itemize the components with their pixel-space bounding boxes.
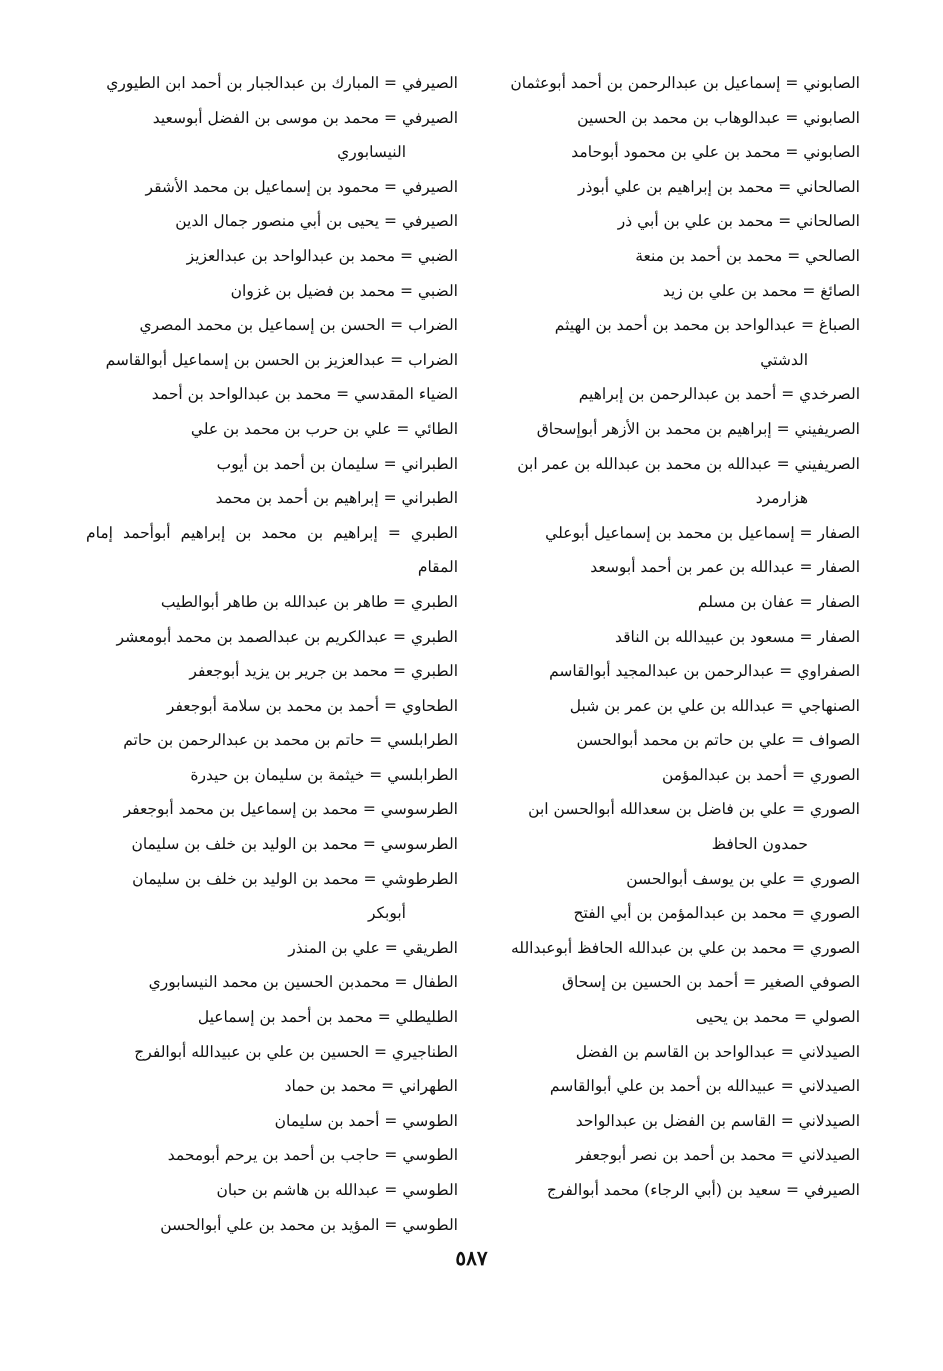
index-entry [488, 274, 860, 309]
index-entry [488, 758, 860, 793]
index-entry [86, 239, 458, 274]
index-entry [86, 308, 458, 343]
entry-text: الضبي = محمد بن فضيل بن غزوان [230, 281, 458, 300]
entry-text: الطفال = محمدبن الحسين بن محمد النيسابوري [148, 973, 458, 992]
index-entry [86, 792, 458, 827]
entry-text: الصواف = علي بن حاتم بن محمد أبوالحسن [576, 731, 860, 750]
index-entry [488, 170, 860, 205]
entry-text: الصائغ = محمد بن علي بن زيد [662, 281, 860, 300]
entry-text: الصوري = علي بن فاضل بن سعدالله أبوالحسن ابن [528, 800, 860, 819]
index-entry [488, 204, 860, 239]
index-entry [86, 481, 458, 516]
entry-text: الصوري = أحمد بن عبدالمؤمن [661, 765, 860, 784]
index-entry [488, 308, 860, 377]
entry-text: الصالحي = محمد بن أحمد بن منعة [635, 246, 860, 265]
entry-text: الضراب = عبدالعزيز بن الحسن بن إسماعيل أبوالقاسم [105, 350, 458, 369]
index-entry [86, 1035, 458, 1070]
index-entry [86, 1000, 458, 1035]
index-entry [86, 1173, 458, 1208]
index-entry [86, 965, 458, 1000]
entry-text: الطبراني = إبراهيم بن أحمد بن محمد [215, 489, 458, 508]
index-entry [488, 377, 860, 412]
index-entry [86, 1104, 458, 1139]
index-entry [488, 135, 860, 170]
entry-text: الطهراني = محمد بن حماد [284, 1077, 458, 1096]
entry-text: الطرابلسي = حاتم بن محمد بن عبدالرحمن بن حاتم [123, 731, 458, 750]
index-entry [86, 1069, 458, 1104]
index-entry [488, 1173, 860, 1208]
entry-text: الصوفي الصغير = أحمد بن الحسين بن إسحاق [561, 973, 860, 992]
entry-text: الصيرفي = سعيد بن (أبي الرجاء) محمد أبوالفرج [546, 1181, 860, 1199]
index-entry [488, 101, 860, 136]
index-entry [488, 792, 860, 861]
index-entry [86, 170, 458, 205]
index-entry [488, 239, 860, 274]
entry-text: الضبي = محمد بن عبدالواحد بن عبدالعزيز [186, 246, 458, 265]
index-entry [488, 1035, 860, 1070]
index-entry [86, 274, 458, 309]
index-entry [488, 585, 860, 620]
index-entry [488, 1104, 860, 1139]
entry-text: الصيرفي = يحيى بن أبي منصور جمال الدين [175, 212, 458, 231]
entry-text: الطبري = عبدالكريم بن عبدالصمد بن محمد أبومعشر [116, 627, 458, 646]
index-entry [86, 101, 458, 170]
entry-text: الصباغ = عبدالواحد بن محمد بن أحمد بن الهيثم [554, 316, 860, 335]
index-entry [86, 723, 458, 758]
left-column [86, 66, 458, 1242]
index-entry [86, 377, 458, 412]
entry-text: الطبري = محمد بن جرير بن يزيد أبوجعفر [189, 662, 458, 681]
index-entry [488, 1138, 860, 1173]
entry-continuation: هزارمرد [755, 489, 808, 508]
entry-text: الطبراني = سليمان بن أحمد بن أيوب [216, 454, 458, 473]
entry-text: الصيدلاني = القاسم بن الفضل بن عبدالواحد [575, 1111, 860, 1130]
entry-text: الصيدلاني = محمد بن أحمد بن نصر أبوجعفر [576, 1146, 860, 1165]
entry-continuation: النيسابوري [337, 143, 406, 162]
entry-text: الطائي = علي بن حرب بن محمد بن علي [190, 419, 458, 438]
index-entry [86, 689, 458, 724]
entry-text: الطوسي = عبدالله بن هاشم بن حبان [216, 1181, 458, 1199]
entry-text: الصيدلاني = عبدالواحد بن القاسم بن الفضل [575, 1042, 860, 1061]
entry-text: الصابوني = محمد بن علي بن محمود أبوحامد [571, 143, 860, 162]
entry-text: الطناجيري = الحسين بن علي بن عبيدالله أبوالفرج [134, 1042, 458, 1061]
index-entry [488, 620, 860, 655]
entry-text: الطريقي = علي بن المنذر [288, 938, 458, 957]
index-entry [86, 654, 458, 689]
entry-text: الطرابلسي = خيثمة بن سليمان بن حيدرة [190, 765, 458, 784]
index-entry [488, 862, 860, 897]
entry-text: الصفار = إسماعيل بن محمد بن إسماعيل أبوعلي [545, 523, 860, 542]
entry-text: الصالحاني = محمد بن علي بن أبي ذر [617, 212, 860, 231]
entry-text: الضراب = الحسن بن إسماعيل بن محمد المصري [139, 316, 458, 335]
entry-text: الصابوني = إسماعيل بن عبدالرحمن بن أحمد أبوعثمان [510, 74, 860, 92]
entry-text: الصريفيني = إبراهيم بن محمد بن الأزهر أبوإسحاق [536, 419, 860, 438]
index-entry [86, 1208, 458, 1243]
entry-text: الطحاوي = أحمد بن محمد بن سلامة أبوجعفر [166, 696, 458, 715]
index-entry [86, 620, 458, 655]
entry-text: الصريفيني = عبدالله بن محمد بن عبدالله بن عمر ابن [517, 454, 860, 473]
index-entry [488, 516, 860, 551]
right-column [488, 66, 860, 1208]
index-entry [86, 827, 458, 862]
entry-text: الصيرفي = المبارك بن عبدالجبار بن أحمد ابن الطيوري [106, 74, 458, 92]
entry-text: الصولي = محمد بن يحيى [695, 1008, 860, 1027]
index-entry [86, 204, 458, 239]
index-entry [488, 965, 860, 1000]
index-entry [488, 66, 860, 101]
index-entry [86, 585, 458, 620]
index-entry [86, 862, 458, 931]
entry-text: الصوري = محمد بن عبدالمؤمن بن أبي الفتح [573, 904, 860, 923]
entry-text: الصفار = مسعود بن عبيدالله بن الناقد [615, 627, 860, 646]
index-entry [86, 66, 458, 101]
index-entry [488, 723, 860, 758]
entry-text: الصفار = عفان بن مسلم [697, 592, 860, 611]
entry-text: الصيدلاني = عبيدالله بن أحمد بن علي أبوالقاسم [549, 1077, 860, 1096]
index-entry [86, 343, 458, 378]
entry-text: الصفار = عبدالله بن عمر بن أحمد أبوسعد [590, 558, 860, 577]
index-entry [86, 412, 458, 447]
page-number: ٥٨٧ [455, 1246, 488, 1270]
index-entry [86, 447, 458, 482]
entry-continuation: أبوبكر [367, 904, 406, 923]
index-entry [488, 896, 860, 931]
entry-text: الصيرفي = محمود بن إسماعيل بن محمد الأشقر [145, 177, 458, 196]
entry-text: الطبري = إبراهيم بن محمد بن إبراهيم أبوأحمد إمام المقام [86, 523, 458, 577]
index-entry [488, 1000, 860, 1035]
index-entry [488, 654, 860, 689]
index-entry [86, 758, 458, 793]
index-entry [488, 1069, 860, 1104]
index-entry [86, 516, 458, 585]
entry-text: الصالحاني = محمد بن إبراهيم بن علي أبوذر [578, 177, 860, 196]
entry-text: الصابوني = عبدالوهاب بن محمد بن الحسين [577, 108, 860, 127]
entry-text: الطرطوشي = محمد بن الوليد بن خلف بن سليمان [132, 869, 458, 888]
index-entry [488, 931, 860, 966]
entry-text: الصنهاجي = عبدالله بن علي بن عمر بن شبل [569, 696, 860, 715]
entry-text: الطبري = طاهر بن عبدالله بن طاهر أبوالطيب [160, 592, 458, 611]
entry-text: الضياء المقدسي = محمد بن عبدالواحد بن أحمد [151, 385, 458, 404]
entry-text: الطوسي = أحمد بن سليمان [274, 1111, 458, 1130]
entry-text: الصوري = محمد بن علي بن عبدالله الحافظ أبوعبدالله [511, 938, 860, 957]
entry-text: الطرسوسي = محمد بن الوليد بن خلف بن سليمان [131, 835, 458, 854]
index-entry [488, 550, 860, 585]
index-entry [86, 1138, 458, 1173]
index-entry [488, 689, 860, 724]
entry-continuation: الدشتي [760, 350, 808, 369]
entry-text: الصفراوي = عبدالرحمن بن عبدالمجيد أبوالقاسم [549, 662, 860, 681]
entry-text: الطوسي = حاجب بن أحمد بن يرحم أبومحمد [167, 1146, 458, 1165]
entry-text: الطليطلي = محمد بن أحمد بن إسماعيل [197, 1008, 458, 1027]
entry-text: الصيرفي = محمد بن موسى بن الفضل أبوسعيد [152, 108, 458, 127]
index-entry [86, 931, 458, 966]
entry-text: الطوسي = المؤيد بن محمد بن علي أبوالحسن [160, 1215, 458, 1234]
entry-text: الصوري = علي بن يوسف أبوالحسن [626, 869, 860, 888]
entry-continuation: حمدون الحافظ [711, 835, 808, 854]
index-entry [488, 412, 860, 447]
entry-text: الصرخدي = أحمد بن عبدالرحمن بن إبراهيم [578, 385, 860, 404]
entry-text: الطرسوسي = محمد بن إسماعيل بن محمد أبوجعفر [123, 800, 458, 819]
index-entry [488, 447, 860, 516]
